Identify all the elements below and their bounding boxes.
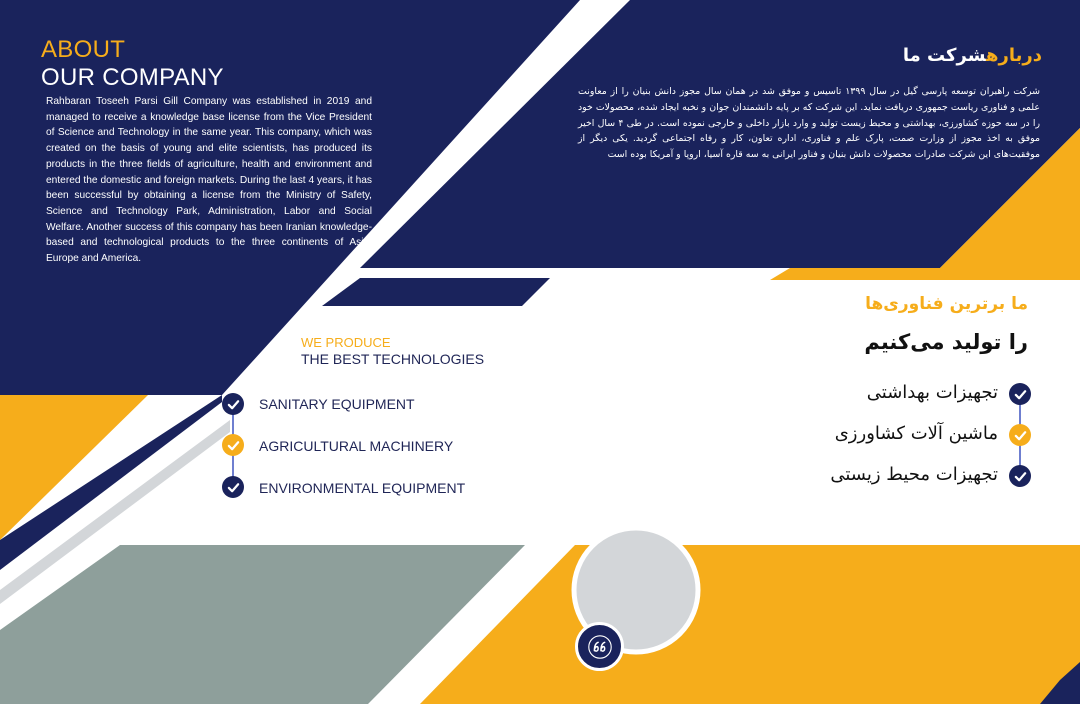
produce-heading: WE PRODUCE <box>301 335 391 350</box>
product-item-fa: تجهیزات محیط زیستی <box>830 464 998 485</box>
check-icon <box>1009 424 1031 446</box>
check-icon <box>222 476 244 498</box>
about-fa-title <box>903 45 1042 66</box>
about-title: ABOUT <box>41 36 126 63</box>
about-fa-title-rest: شرکت ما <box>902 45 987 66</box>
about-body: Rahbaran Toseeh Parsi Gill Company was established in 2019 and managed to receive a knowledge base license from the Vice President of Science and Technology in the same year. This company, which was created on the basis of young and elite scientists, has produced its products in the three fields of agriculture, health and environment and entered the domestic and foreign markets. During the last 4 years, it has been successful by obtaining a license from the Ministry of Safety, Science and Technology Park, Administration, Labor and Social Welfare. Another success of this company has been Iranian knowledge-based and technological products to the three continents of Asia, Europe and America. <box>46 96 372 265</box>
check-icon <box>1009 383 1031 405</box>
product-item-fa: ماشین آلات کشاورزی <box>834 423 998 444</box>
about-fa-body: شرکت راهبران توسعه پارسی گیل در سال ۱۳۹۹ تاسیس و موفق شد در همان سال مجوز دانش بنیان را از معاونت علمی و فناوری ریاست جمهوری دریافت نماید. این شرکت که بر پایه دانشمندان جوان و نخبه ایجاد شده، محصولات خود را در سه حوزه کشاورزی، بهداشتی و محیط زیست تولید و وارد بازار داخلی و خارجی نموده است. در طی ۴ سال اخیر موفق به اخذ مجوز از وزارت صمت، پارک علم و فناوری، اداره تعاون، کار و رفاه اجتماعی گردید. یکی دیگر از موفقیت‌های این شرکت صادرات محصولات دانش بنیان و فناور ایرانی به سه قاره آسیا، اروپا و آمریکا بوده است <box>578 86 1040 161</box>
product-item-en: SANITARY EQUIPMENT <box>259 396 415 412</box>
product-item-fa: تجهیزات بهداشتی <box>866 382 998 403</box>
navy-bar-middle <box>322 278 550 306</box>
check-icon <box>1009 465 1031 487</box>
gold-bar-right <box>770 268 1080 280</box>
product-item-en: AGRICULTURAL MACHINERY <box>259 438 454 454</box>
about-fa-title-accent: درباره <box>986 45 1042 66</box>
produce-subheading: THE BEST TECHNOLOGIES <box>301 351 485 367</box>
about-subtitle: OUR COMPANY <box>41 64 224 91</box>
quote-icon <box>575 622 624 671</box>
check-icon <box>222 434 244 456</box>
check-icon <box>222 393 244 415</box>
product-item-en: ENVIRONMENTAL EQUIPMENT <box>259 480 466 496</box>
produce-fa-heading: ما برترین فناوری‌ها <box>865 294 1028 314</box>
produce-fa-subheading: را تولید می‌کنیم <box>864 330 1028 354</box>
